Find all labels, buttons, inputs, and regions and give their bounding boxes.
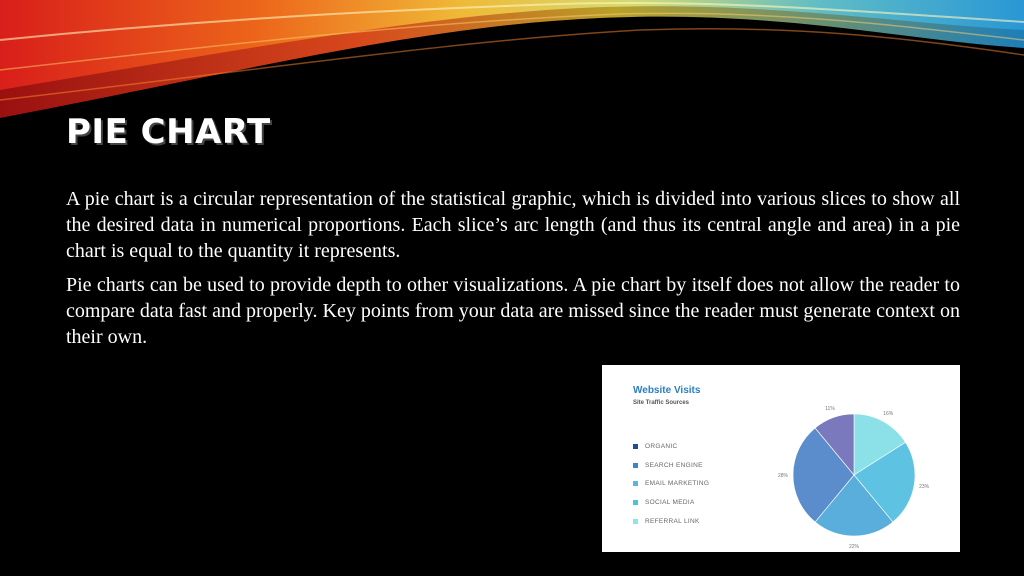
- decorative-swoosh: [0, 0, 1024, 130]
- legend-label: EMAIL MARKETING: [645, 480, 710, 488]
- pie-label-referral-link: 16%: [883, 410, 894, 417]
- legend-label: ORGANIC: [645, 442, 678, 450]
- legend-label: SOCIAL MEDIA: [645, 498, 695, 506]
- pie-chart: [772, 385, 942, 550]
- legend-swatch: [633, 500, 638, 505]
- legend-swatch: [633, 463, 638, 468]
- pie-label-email-marketing: 22%: [848, 544, 860, 550]
- legend-swatch: [633, 481, 638, 486]
- legend-item-email-marketing: [633, 474, 709, 493]
- legend-item-referral-link: [633, 512, 709, 531]
- legend-swatch: [633, 519, 638, 524]
- chart-title: Website Visits: [633, 385, 701, 396]
- legend-item-organic: [633, 437, 709, 456]
- pie-label-social-media: 23%: [919, 484, 930, 491]
- chart-legend: [633, 437, 709, 530]
- chart-subtitle: Site Traffic Sources: [633, 400, 690, 406]
- legend-item-search-engine: [633, 456, 709, 475]
- slide-title: PIE CHART: [66, 112, 271, 152]
- legend-item-social-media: [633, 493, 709, 512]
- pie-label-organic: 11%: [825, 406, 835, 413]
- legend-label: SEARCH ENGINE: [645, 461, 703, 469]
- paragraph-1: A pie chart is a circular representation of the statistical graphic, which is divided into various slices to show all the desired data in numerical proportions. Each slice’s arc length (and thus its central angle and area) in a pie chart is equal to the quantity it represents.: [66, 188, 960, 262]
- slide-body: [66, 186, 960, 358]
- pie-label-search-engine: 28%: [777, 473, 789, 479]
- paragraph-2: Pie charts can be used to provide depth to other visualizations. A pie chart by itself does not allow the reader to compare data fast and properly. Key points from your data are missed since the reader must generate context on their own.: [66, 274, 960, 348]
- legend-label: REFERRAL LINK: [645, 517, 700, 525]
- pie-chart-card: [602, 365, 960, 552]
- legend-swatch: [633, 444, 638, 449]
